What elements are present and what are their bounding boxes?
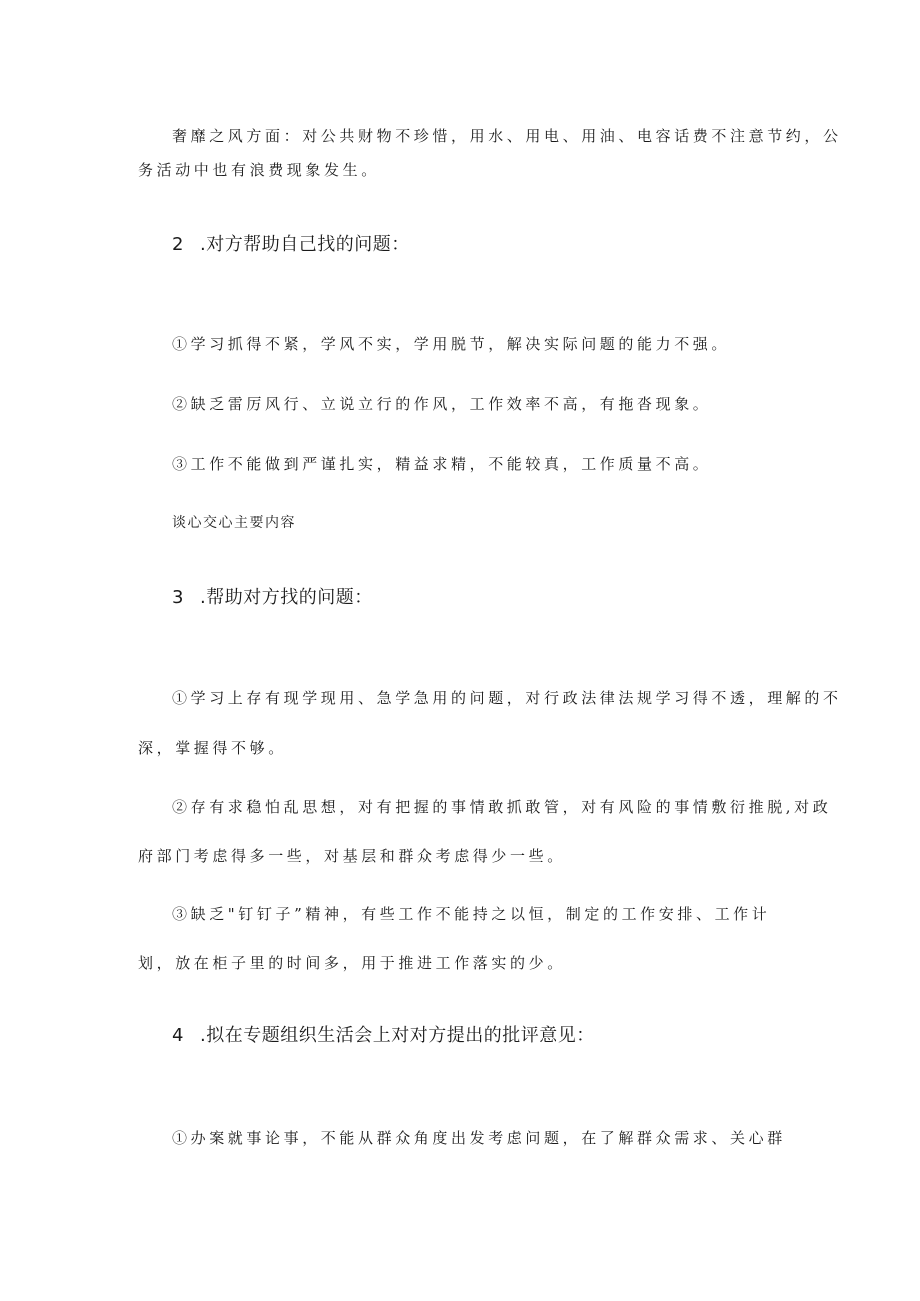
list-item: ①办案就事论事，不能从群众角度出发考虑问题，在了解群众需求、关心群 [172, 1129, 786, 1147]
list-item: ③工作不能做到严谨扎实，精益求精，不能较真，工作质量不高。 [172, 455, 712, 473]
paragraph-line: 务活动中也有浪费现象发生。 [138, 161, 380, 179]
list-item: ①学习抓得不紧，学风不实，学用脱节，解决实际问题的能力不强。 [172, 335, 731, 353]
section-title: .对方帮助自己找的问题： [200, 234, 410, 255]
section-title: .帮助对方找的问题： [200, 587, 373, 608]
section-title: .拟在专题组织生活会上对对方提出的批评意见： [200, 1025, 595, 1046]
section-number: 3 [172, 587, 184, 608]
list-item: ①学习上存有现学现用、急学急用的问题，对行政法律法规学习得不透，理解的不 [172, 689, 842, 707]
section-heading-3 [172, 586, 373, 610]
paragraph-line: 府部门考虑得多一些，对基层和群众考虑得少一些。 [138, 847, 566, 865]
list-item: ③缺乏"钉钉子”精神，有些工作不能持之以恒，制定的工作安排、工作计 [172, 905, 771, 923]
list-item: ②存有求稳怕乱思想，对有把握的事情敢抓敢管，对有风险的事情敷衍推脱,对政 [172, 798, 832, 816]
section-number: 4 [172, 1025, 184, 1046]
section-heading-2 [172, 233, 410, 257]
paragraph-line: 划，放在柜子里的时间多，用于推进工作落实的少。 [138, 954, 566, 972]
section-heading-4 [172, 1024, 595, 1048]
note-text: 谈心交心主要内容 [172, 515, 296, 531]
paragraph-line: 奢靡之风方面：对公共财物不珍惜，用水、用电、用油、电容话费不注意节约，公 [172, 127, 842, 145]
paragraph-line: 深，掌握得不够。 [138, 739, 287, 757]
list-item: ②缺乏雷厉风行、立说立行的作风，工作效率不高，有拖沓现象。 [172, 395, 712, 413]
section-number: 2 [172, 234, 184, 255]
